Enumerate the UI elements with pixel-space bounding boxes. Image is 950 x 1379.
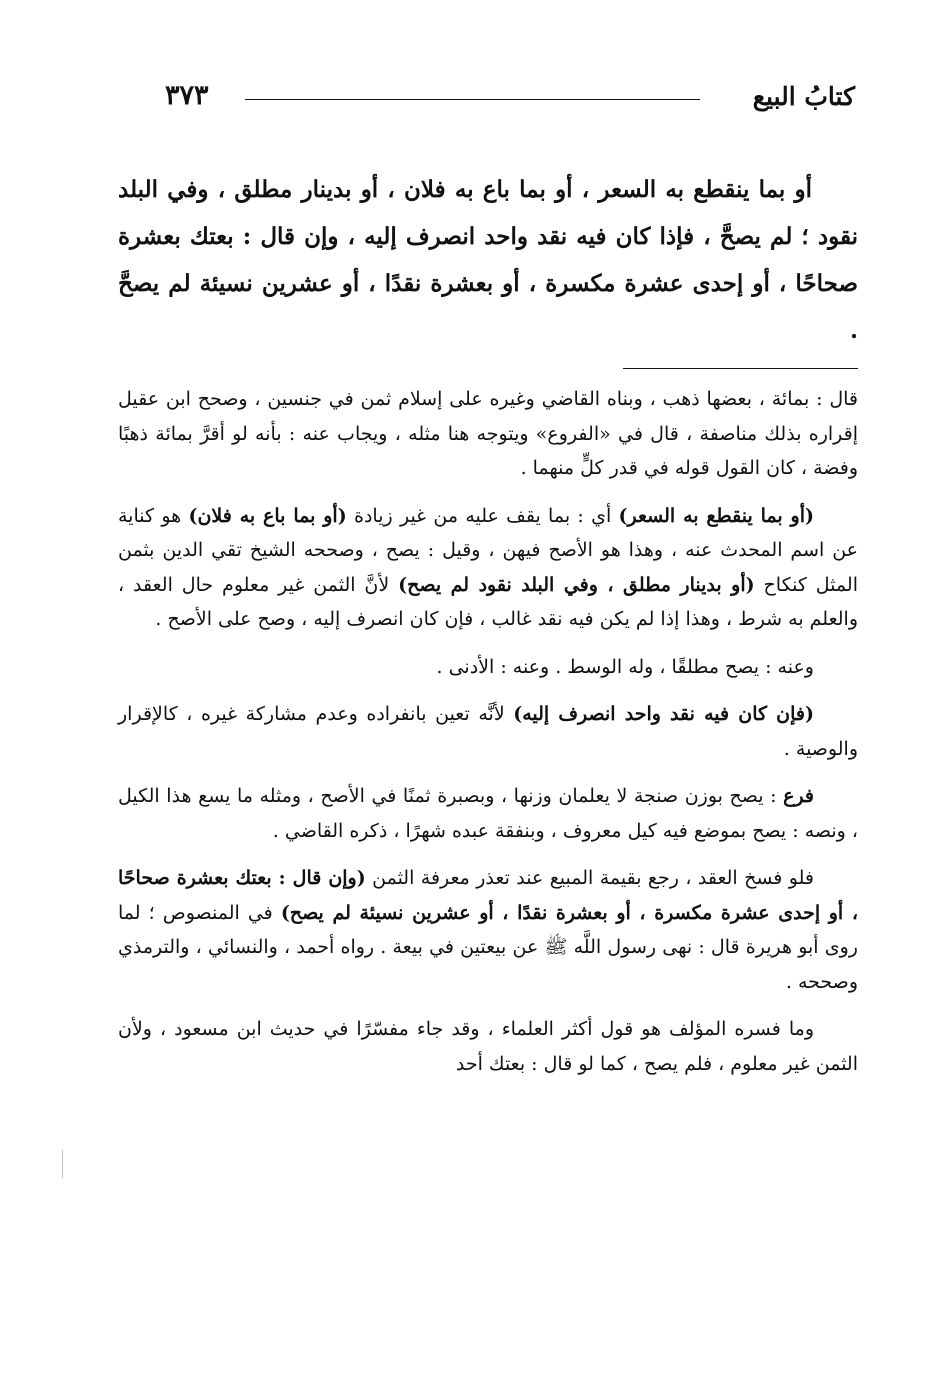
- quoted-matn: (فإن كان فيه نقد واحد انصرف إليه): [513, 703, 814, 725]
- page-number: ٣٧٣: [165, 80, 209, 111]
- commentary-paragraph-2: [118, 499, 858, 637]
- section-heading: فرع: [783, 785, 814, 807]
- commentary-text: فلو فسخ العقد ، رجع بقيمة المبيع عند تعذر معرفة الثمن: [365, 867, 814, 889]
- commentary-paragraph-3: وعنه : يصح مطلقًا ، وله الوسط . وعنه : الأدنى .: [436, 655, 814, 678]
- commentary-paragraph-1: قال : بمائة ، بعضها ذهب ، وبناه القاضي وغيره على إسلام ثمن في جنسين ، وصحح ابن عقيل إقراره بذلك مناصفة ، قال في «الفروع» ويتوجه هنا مثله ، ويجاب عنه : بأنه لو أقرَّ بمائة ذهبًا وفضة ، كان القول قوله في قدر كلٍّ منهما .: [118, 388, 858, 479]
- commentary-text: هو كناية عن اسم المحدث عنه ، وهذا هو الأصح فيهن ، وقيل : يصح ، وصححه الشيخ تقي الدين بثمن المثل كنكاح: [118, 504, 858, 596]
- commentary-paragraph-7: وما فسره المؤلف هو قول أكثر العلماء ، وقد جاء مفسّرًا في حديث ابن مسعود ، ولأن الثمن غير معلوم ، فلم يصح ، كما لو قال : بعتك أحد: [118, 1018, 858, 1075]
- commentary-text: لأنَّه تعين بانفراده وعدم مشاركة غيره ، كالإقرار والوصية .: [118, 703, 858, 760]
- footnote-separator: [623, 368, 858, 369]
- commentary-text: لأنَّ الثمن غير معلوم حال العقد ، والعلم به شرط ، وهذا إذا لم يكن فيه نقد غالب ، فإن كان انصرف إليه ، وصح على الأصح .: [118, 573, 858, 630]
- margin-mark: [62, 1150, 63, 1178]
- commentary-text: في المنصوص ؛ لما روى أبو هريرة قال : نهى رسول اللَّه ﷺ عن بيعتين في بيعة . رواه أحمد ، والنسائي ، والترمذي وصححه .: [118, 901, 858, 993]
- commentary-paragraph-6: [118, 861, 858, 999]
- commentary-paragraph-4: [118, 697, 858, 766]
- commentary-text: أي : بما يقف عليه من غير زيادة: [346, 504, 619, 527]
- quoted-matn: (أو بما ينقطع به السعر): [618, 504, 814, 527]
- quoted-matn: (وإن قال : بعتك بعشرة صحاحًا ، أو إحدى عشرة مكسرة ، أو بعشرة نقدًا ، أو عشرين نسيئة لم يصح): [118, 867, 858, 924]
- quoted-matn: (أو بما باع به فلان): [188, 504, 347, 527]
- commentary-paragraph-5: [118, 779, 858, 848]
- quoted-matn: (أو بدينار مطلق ، وفي البلد نقود لم يصح): [398, 573, 755, 596]
- page-header: [165, 78, 855, 122]
- matn-text: أو بما ينقطع به السعر ، أو بما باع به فلان ، أو بدينار مطلق ، وفي البلد نقود ؛ لم يصحَّ ، فإذا كان فيه نقد واحد انصرف إليه ، وإن قال : بعتك بعشرة صحاحًا ، أو إحدى عشرة مكسرة ، أو بعشرة نقدًا ، أو عشرين نسيئة لم يصحَّ .: [118, 176, 858, 344]
- commentary-text: : يصح بوزن صنجة لا يعلمان وزنها ، وبصبرة ثمنًا في الأصح ، ومثله ما يسع هذا الكيل ، ونصه : يصح بموضع فيه كيل معروف ، وبنفقة عبده شهرًا ، ذكره القاضي .: [118, 785, 858, 842]
- running-title: كتابُ البيع: [752, 82, 855, 111]
- header-rule: [245, 99, 700, 100]
- commentary: [118, 382, 858, 1094]
